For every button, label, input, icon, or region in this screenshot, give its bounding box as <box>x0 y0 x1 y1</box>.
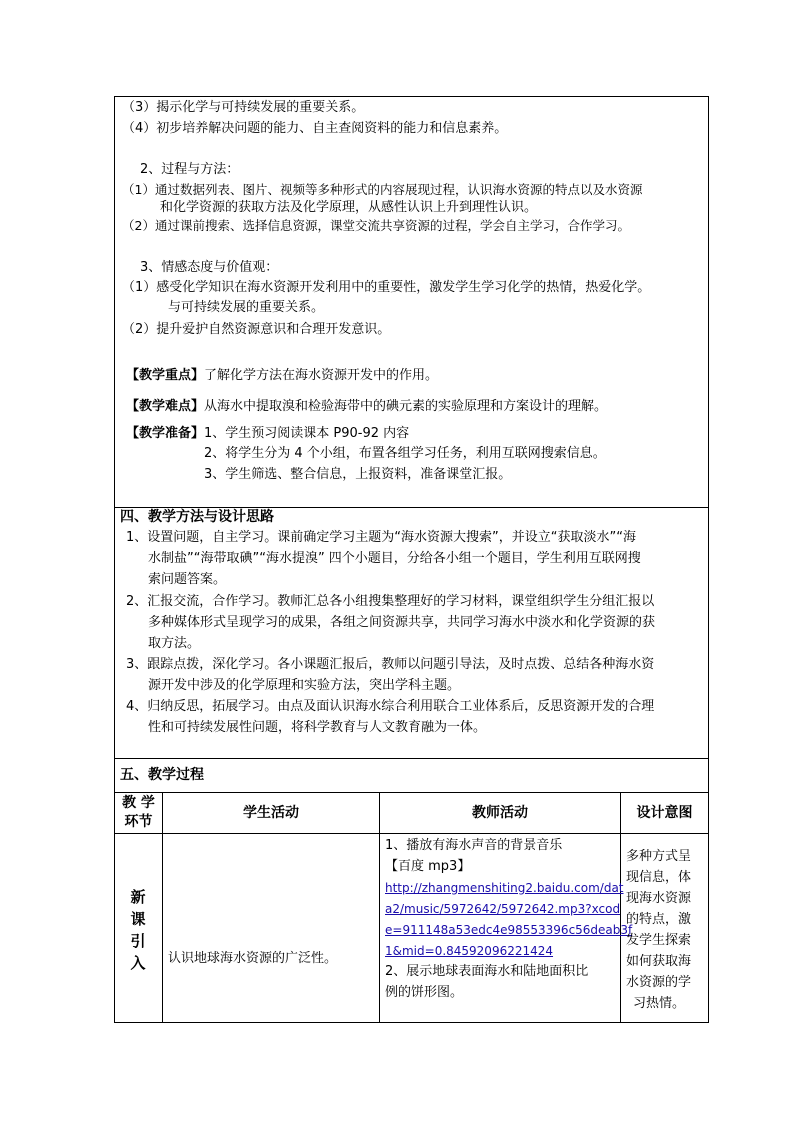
goal-item-3: （3）揭示化学与可持续发展的重要关系。 <box>122 100 365 115</box>
teaching-key-label: 【教学重点】 <box>126 368 205 383</box>
row1-teacher-url-3[interactable]: e=911148a53edc4e98553396c56deab3f <box>385 923 633 937</box>
process-method-2: （2）通过课前搜索、选择信息资源，课堂交流共享资源的过程，学会自主学习，合作学习。 <box>122 218 630 233</box>
header-intent: 设计意图 <box>636 805 693 821</box>
emotion-2: （2）提升爱护自然资源意识和合理开发意识。 <box>122 322 391 337</box>
teaching-prep <box>126 424 409 444</box>
teaching-difficulty-label: 【教学难点】 <box>126 399 205 414</box>
teaching-key <box>126 366 438 386</box>
emotion-1b: 与可持续发展的重要关系。 <box>168 300 325 315</box>
process-method-1b: 和化学资源的获取方法及化学原理，从感性认识上升到理性认识。 <box>160 200 538 215</box>
row1-intent-7: 水资源的学 <box>626 975 692 990</box>
stage-char-3: 引 <box>130 932 146 950</box>
teaching-difficulty <box>126 397 607 417</box>
emotion-1a: （1）感受化学知识在海水资源开发利用中的重要性，激发学生学习化学的热情，热爱化学。 <box>122 280 651 295</box>
methods-title: 四、教学方法与设计思路 <box>120 509 274 525</box>
process-title: 五、教学过程 <box>120 767 204 783</box>
methods-line-9: 4、归纳反思，拓展学习。由点及面认识海水综合利用联合工业体系后，反思资源开发的合理 <box>126 699 655 714</box>
stage-char-4: 入 <box>130 954 146 972</box>
row1-intent-5: 发学生探索 <box>626 933 692 948</box>
row1-intent-6: 如何获取海 <box>626 954 692 969</box>
row1-teacher-2a: 2、展示地球表面海水和陆地面积比 <box>385 964 589 979</box>
methods-line-7: 3、跟踪点拨，深化学习。各小课题汇报后，教师以问题引导法，及时点拨、总结各种海水资 <box>126 657 655 672</box>
row1-teacher-1: 1、播放有海水声音的背景音乐 <box>385 838 563 853</box>
teaching-prep-2: 2、将学生分为 4 个小组，布置各组学习任务，利用互联网搜索信息。 <box>204 446 606 461</box>
teaching-key-text: 了解化学方法在海水资源开发中的作用。 <box>204 368 439 383</box>
process-method-title: 2、过程与方法： <box>140 162 240 177</box>
row1-intent-8: 习热情。 <box>633 996 686 1011</box>
row1-teacher-2b: 例的饼形图。 <box>385 985 464 1000</box>
row1-teacher-baidu: 【百度 mp3】 <box>385 859 471 874</box>
teaching-difficulty-text: 从海水中提取溴和检验海带中的碘元素的实验原理和方案设计的理解。 <box>204 399 608 414</box>
row1-student-text: 认识地球海水资源的广泛性。 <box>168 951 338 966</box>
methods-line-8: 源开发中涉及的化学原理和实验方法，突出学科主题。 <box>148 678 461 693</box>
teaching-prep-3: 3、学生筛选、整合信息，上报资料，准备课堂汇报。 <box>204 467 512 482</box>
stage-char-2: 课 <box>130 910 146 928</box>
goal-item-4: （4）初步培养解决问题的能力、自主查阅资料的能力和信息素养。 <box>122 121 508 136</box>
row1-teacher-url-1[interactable]: http://zhangmenshiting2.baidu.com/dat <box>385 881 624 895</box>
row1-intent-2: 现信息，体 <box>626 870 692 885</box>
methods-line-4: 2、汇报交流，合作学习。教师汇总各小组搜集整理好的学习材料，课堂组织学生分组汇报以 <box>126 594 655 609</box>
header-stage-line1: 教 学 <box>122 795 155 811</box>
row1-intent-1: 多种方式呈 <box>626 849 692 864</box>
row1-intent-3: 现海水资源 <box>626 891 692 906</box>
methods-line-1: 1、设置问题，自主学习。课前确定学习主题为“海水资源大搜索”，并设立“获取淡水”“海 <box>126 530 636 545</box>
process-method-1a: （1）通过数据列表、图片、视频等多种形式的内容展现过程，认识海水资源的特点以及水资源 <box>122 182 643 197</box>
row1-teacher-url-4[interactable]: 1&mid=0.84592096221424 <box>385 944 554 958</box>
stage-char-1: 新 <box>130 888 146 906</box>
row1-student-cell <box>162 833 380 1023</box>
methods-line-6: 取方法。 <box>148 636 201 651</box>
methods-line-2: 水制盐”“海带取碘”“海水提溴” 四个小题目，分给各小组一个题目，学生利用互联网搜 <box>148 551 641 566</box>
methods-line-5: 多种媒体形式呈现学习的成果，各组之间资源共享，共同学习海水中淡水和化学资源的获 <box>148 615 656 630</box>
header-stage-line2: 环节 <box>124 814 153 830</box>
methods-line-10: 性和可持续发展性问题，将科学教育与人文教育融为一体。 <box>148 720 487 735</box>
header-student: 学生活动 <box>243 805 299 821</box>
teaching-prep-label: 【教学准备】 <box>126 426 205 441</box>
header-teacher: 教师活动 <box>472 805 528 821</box>
emotion-title: 3、情感态度与价值观： <box>140 260 279 275</box>
methods-line-3: 索问题答案。 <box>148 572 227 587</box>
row1-intent-4: 的特点，激 <box>626 912 692 927</box>
teaching-prep-1: 1、学生预习阅读课本 P90-92 内容 <box>204 426 410 441</box>
row1-teacher-url-2[interactable]: a2/music/5972642/5972642.mp3?xcod <box>385 902 621 916</box>
